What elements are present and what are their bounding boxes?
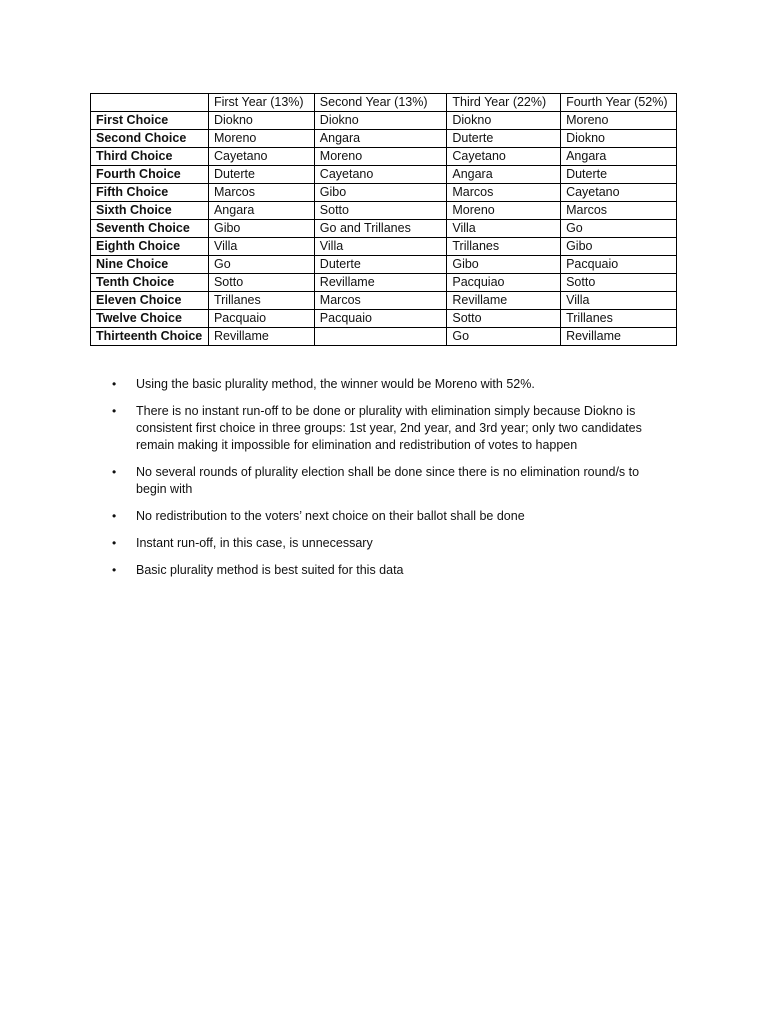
table-cell: Angara [208, 202, 314, 220]
row-label: Seventh Choice [91, 220, 209, 238]
header-cell-third-year: Third Year (22%) [447, 94, 561, 112]
row-label: Eleven Choice [91, 292, 209, 310]
table-cell: Cayetano [314, 166, 447, 184]
row-label: Tenth Choice [91, 274, 209, 292]
table-cell: Angara [447, 166, 561, 184]
table-cell: Sotto [208, 274, 314, 292]
table-cell: Sotto [314, 202, 447, 220]
table-cell: Trillanes [208, 292, 314, 310]
table-cell: Marcos [208, 184, 314, 202]
table-cell: Revillame [447, 292, 561, 310]
table-row [91, 328, 677, 346]
bullet-icon: • [112, 465, 117, 479]
table-cell: Moreno [208, 130, 314, 148]
list-item-text: Instant run-off, in this case, is unnecessary [136, 536, 373, 550]
table-cell: Gibo [208, 220, 314, 238]
table-cell: Gibo [561, 238, 677, 256]
table-cell: Revillame [208, 328, 314, 346]
list-item [108, 464, 668, 498]
table-row [91, 148, 677, 166]
table-cell: Marcos [314, 292, 447, 310]
table-cell: Cayetano [208, 148, 314, 166]
table-cell: Sotto [447, 310, 561, 328]
table-row [91, 292, 677, 310]
row-label: Second Choice [91, 130, 209, 148]
ranked-choice-table [90, 93, 677, 346]
table-cell: Pacquaio [561, 256, 677, 274]
list-item-text: No several rounds of plurality election shall be done since there is no elimination round/s to begin with [136, 465, 640, 496]
row-label: Eighth Choice [91, 238, 209, 256]
table-cell: Moreno [314, 148, 447, 166]
bullet-icon: • [112, 563, 117, 577]
table-cell: Go [447, 328, 561, 346]
table-cell: Pacquaio [314, 310, 447, 328]
table-cell: Go [208, 256, 314, 274]
list-item [108, 535, 668, 552]
bullet-icon: • [112, 509, 117, 523]
table-cell: Trillanes [447, 238, 561, 256]
table-row [91, 166, 677, 184]
table-cell: Duterte [447, 130, 561, 148]
table-row [91, 310, 677, 328]
table-cell: Revillame [314, 274, 447, 292]
row-label: Twelve Choice [91, 310, 209, 328]
table-cell: Pacquaio [208, 310, 314, 328]
table-cell: Villa [314, 238, 447, 256]
table-body [91, 112, 677, 346]
table-cell: Diokno [314, 112, 447, 130]
table-cell: Marcos [447, 184, 561, 202]
table-cell: Villa [561, 292, 677, 310]
table-cell: Go [561, 220, 677, 238]
table-cell: Trillanes [561, 310, 677, 328]
table-cell: Cayetano [447, 148, 561, 166]
table-row [91, 202, 677, 220]
header-cell-first-year: First Year (13%) [208, 94, 314, 112]
list-item-text: Using the basic plurality method, the winner would be Moreno with 52%. [136, 377, 535, 391]
row-label: Nine Choice [91, 256, 209, 274]
table-row [91, 274, 677, 292]
list-item-text: No redistribution to the voters’ next choice on their ballot shall be done [136, 509, 525, 523]
notes-list [108, 376, 668, 589]
table-cell: Duterte [208, 166, 314, 184]
bullet-icon: • [112, 377, 117, 391]
table-cell: Gibo [314, 184, 447, 202]
list-item-text: There is no instant run-off to be done or plurality with elimination simply because Diokno is consistent first choice in three groups: 1st year, 2nd year, and 3rd year; only two candidates remain making it impossible for elimination and redistribution of votes to happen [136, 404, 642, 452]
table-row [91, 130, 677, 148]
list-item [108, 508, 668, 525]
table-cell: Marcos [561, 202, 677, 220]
table-cell: Moreno [561, 112, 677, 130]
table-cell: Diokno [208, 112, 314, 130]
table-row [91, 184, 677, 202]
table-row [91, 256, 677, 274]
table-cell: Go and Trillanes [314, 220, 447, 238]
table-cell: Duterte [561, 166, 677, 184]
table-cell: Villa [447, 220, 561, 238]
table-cell: Moreno [447, 202, 561, 220]
table-cell: Villa [208, 238, 314, 256]
table-cell: Pacquiao [447, 274, 561, 292]
row-label: First Choice [91, 112, 209, 130]
header-cell-second-year: Second Year (13%) [314, 94, 447, 112]
row-label: Fifth Choice [91, 184, 209, 202]
header-cell-fourth-year: Fourth Year (52%) [561, 94, 677, 112]
bullet-icon: • [112, 404, 117, 418]
table-row [91, 112, 677, 130]
row-label: Third Choice [91, 148, 209, 166]
table-cell: Angara [314, 130, 447, 148]
table-row [91, 220, 677, 238]
list-item [108, 562, 668, 579]
row-label: Sixth Choice [91, 202, 209, 220]
list-item-text: Basic plurality method is best suited for this data [136, 563, 404, 577]
list-item [108, 403, 668, 454]
table-cell: Diokno [447, 112, 561, 130]
list-item [108, 376, 668, 393]
table-cell: Gibo [447, 256, 561, 274]
row-label: Fourth Choice [91, 166, 209, 184]
table-header-row [91, 94, 677, 112]
header-cell-corner [91, 94, 209, 112]
table-cell [314, 328, 447, 346]
table-cell: Revillame [561, 328, 677, 346]
table-cell: Diokno [561, 130, 677, 148]
table-cell: Duterte [314, 256, 447, 274]
table-cell: Cayetano [561, 184, 677, 202]
table-cell: Angara [561, 148, 677, 166]
bullet-icon: • [112, 536, 117, 550]
table-row [91, 238, 677, 256]
table-cell: Sotto [561, 274, 677, 292]
row-label: Thirteenth Choice [91, 328, 209, 346]
